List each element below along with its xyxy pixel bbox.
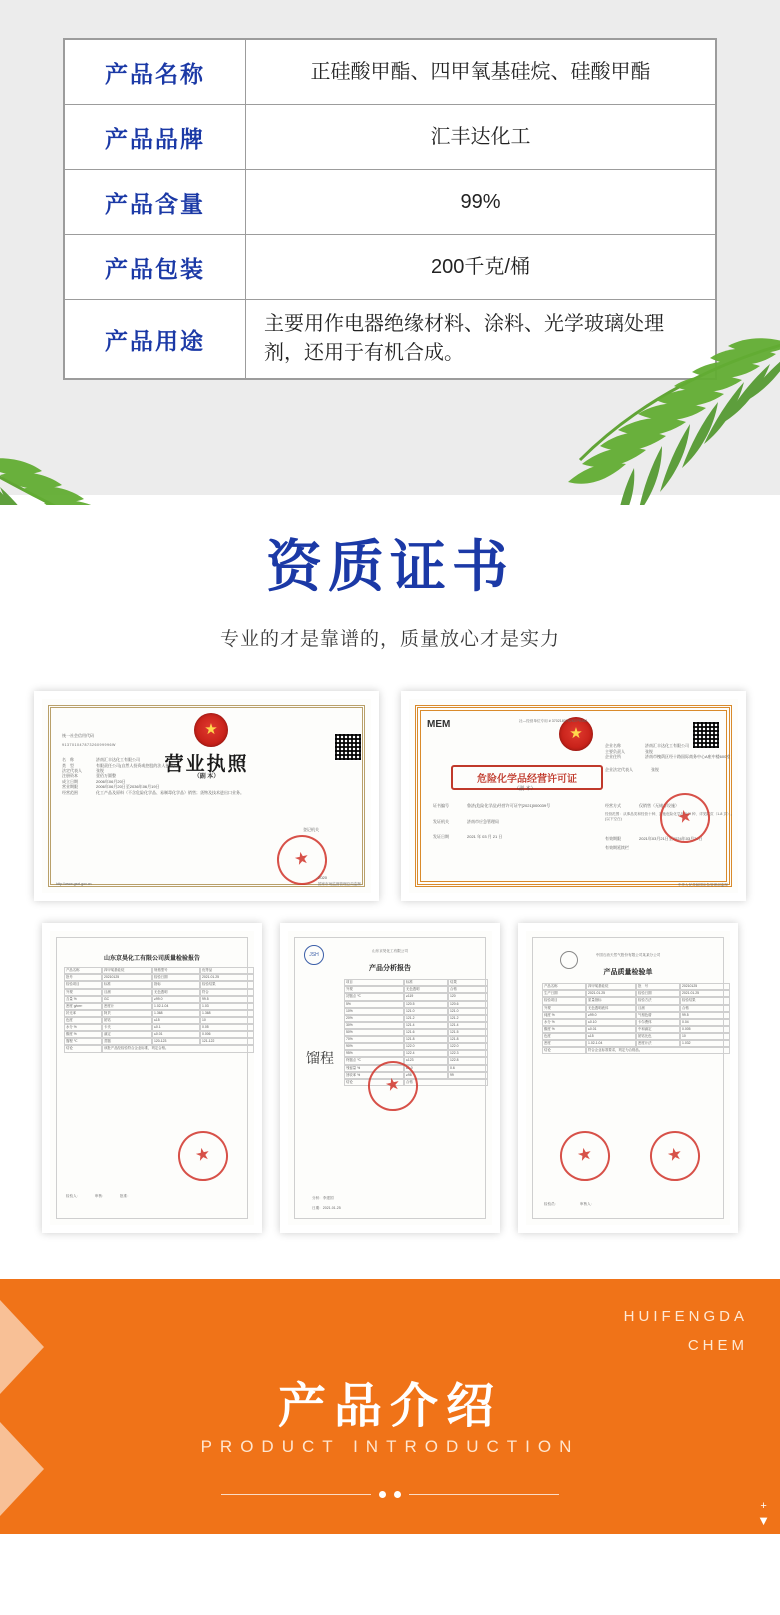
issue-year: 2020 <box>318 875 327 881</box>
banner-title-cn: 产品介绍 <box>277 1380 502 1434</box>
issuer-label: 登记机关 <box>303 827 319 833</box>
field-key: 企业名称 <box>605 743 621 749</box>
footer-note: 中华人民共和国应急管理部监制 <box>677 883 728 888</box>
field-key: 营业期限 <box>62 784 78 790</box>
spec-label: 产品包装 <box>65 235 246 300</box>
field-value: 有限责任公司(自然人投资或控股的法人独资) <box>96 762 175 768</box>
product-spec-section <box>0 0 780 505</box>
field-key: 主要负责人 <box>605 748 625 754</box>
table-row <box>65 105 716 170</box>
side-label: 馏程 <box>306 1052 334 1068</box>
table-row <box>65 40 716 105</box>
product-introduction-banner <box>0 1279 780 1534</box>
field-key: 有效期限 <box>605 835 621 841</box>
field-key: 企业住所 <box>605 753 621 759</box>
table-header-cell: 产品名称 <box>64 967 102 974</box>
field-key: 名 称 <box>62 757 74 763</box>
field-value: 济南汇丰达化工有限公司 <box>645 743 689 749</box>
spec-label: 产品含量 <box>65 170 246 235</box>
field-value: 仅销售（无储存设施） <box>639 803 679 809</box>
field-key: 证书编号 <box>433 803 449 809</box>
page-corner-controls[interactable] <box>757 1500 770 1528</box>
field-value: 化工产品及原料（不含危险化学品、易制毒化学品）销售；货物及技术进出口业务。 <box>96 789 244 795</box>
spec-value: 正硅酸甲酯、四甲氧基硅烷、硅酸甲酯 <box>246 40 716 105</box>
lab-logo-icon: JSH <box>304 945 324 965</box>
footer-note-left: http://www.gsxt.gov.cn <box>56 882 92 887</box>
brand-line-2: CHEM <box>687 1336 748 1354</box>
brand-line-1: HUIFENGDA <box>623 1308 748 1326</box>
banner-title-en: PRODUCT INTRODUCTION <box>200 1437 580 1457</box>
field-key: 发证日期 <box>433 833 449 839</box>
certificate-heading: 危险化学品经营许可证 <box>451 765 603 790</box>
certificate-business-license[interactable]: ★ 营业执照 （副 本） 统一社会信用代码 91370104787326099996W 名 称 济南汇丰达化工有限公司 类 型 有限责任公司(自然人投资或控股的法人独资) 法定代表人 张锐 注册资本 壹佰万圆整 成立日期 2006年06月20日 营业期限 2006年06月20日至2036年06月19日 经营范围 化工产品及原料（不含危险化学品、易制毒化学品）销售；货物及技术进出口业务。 登记机关 ★ 2020 http://www.gsxt.gov.cn 国家市场监督管理总局监制 <box>34 691 379 901</box>
certificate-heading: 产品分析报告 <box>369 964 411 973</box>
brand-name <box>624 1303 748 1360</box>
divider-bar-left <box>221 1494 371 1495</box>
field-value: 张锐 <box>645 748 653 754</box>
certificate-heading: 产品质量检验单 <box>603 968 653 977</box>
certificate-subheading: （副 本） <box>514 786 536 793</box>
certificate-heading: 山东京昊化工有限公司质量检验报告 <box>103 956 200 963</box>
divider-rule <box>0 1491 780 1498</box>
spec-label: 产品名称 <box>65 40 246 105</box>
product-spec-table <box>63 38 717 380</box>
field-key: 经营范围 <box>62 789 78 795</box>
certificate-code-label: 统一社会信用代码 <box>62 733 94 739</box>
field-key: 类 型 <box>62 762 74 768</box>
certificate-row-bottom <box>0 923 780 1233</box>
field-key: 发证机关 <box>433 818 449 824</box>
field-value: 2006年06月20日至2036年06月19日 <box>96 784 160 790</box>
table-header-cell: 四甲氧基硅烷 <box>102 967 152 974</box>
field-value: 2006年06月20日 <box>96 778 126 784</box>
ministry-mark: MEM <box>427 719 451 731</box>
triangle-down-icon[interactable]: ▼ <box>757 1512 770 1528</box>
field-key: 成立日期 <box>62 778 78 784</box>
section-subtitle: 专业的才是靠谱的，质量放心才是实力 <box>219 629 560 651</box>
certificate-distillation-report[interactable]: JSH 山东京昊化工有限公司 产品分析报告 项目 标准 结果 外观 无色透明 合格 初馏点 ℃ ≥119 120 5% 120.5 120.6 10% 121.0 121.0 20% 121.2 121.2 30% 121.4 121.4 50% 121.6 121.5 70% 121.8 121.8 90% 122.0 122.0 95% 122.4 122.3 终馏点 ℃ ≤123 122.8 残留量 % ≤1.0 0.6 回收率 % ≥98 99 结论 合格 馏程 ★ 分析：李建国 日期：2021.01.25 <box>280 923 500 1233</box>
field-value: 济南汇丰达化工有限公司 <box>96 757 140 763</box>
spec-value: 汇丰达化工 <box>246 105 716 170</box>
national-emblem-icon <box>194 713 228 747</box>
divider-dot <box>394 1491 401 1498</box>
footer-note-right: 国家市场监督管理总局监制 <box>317 882 361 887</box>
field-value: 壹佰万圆整 <box>96 773 116 779</box>
spec-value: 主要用作电器绝缘材料、涂料、光学玻璃处理剂，还用于有机合成。 <box>246 300 716 379</box>
field-key: 注册资本 <box>62 773 78 779</box>
section-title: 资质证书 <box>266 537 514 599</box>
issuing-company: 中国石油天然气股份有限公司某某分公司 <box>595 953 661 958</box>
certificate-row-top <box>0 691 780 901</box>
field-value: 济南市槐荫区经十路国际商务中心A座中楼600室 <box>645 753 731 759</box>
plus-icon[interactable]: + <box>760 1499 767 1512</box>
field-value: 2021年03月21日至2024年03月20日 <box>639 835 703 841</box>
field-key: 经营方式 <box>605 803 621 809</box>
certificate-quality-inspection[interactable]: 中国石油天然气股份有限公司某某分公司 产品质量检验单 产品名称 四甲氧基硅烷 批 号 20210125 生产日期 2021.01.25 检验日期 2021.01.25 检验项目 质量指标 检验方法 检验结果 外观 无色透明液体 目测 合格 纯度 % ≥99.0 气相色谱 99.5 水分 % ≤0.10 卡尔费休 0.04 酸度 % ≤0.01 中和滴定 0.005 色度 ≤15 铂钴比色 10 密度 1.02-1.04 密度计法 1.032 结论 符合企业标准要求，判定为合格品。 ★ ★ 检验员： 审核人： <box>518 923 738 1233</box>
certificate-subheading: （副 本） <box>193 774 220 781</box>
table-row <box>65 170 716 235</box>
spec-value: 200千克/桶 <box>246 235 716 300</box>
table-row <box>65 235 716 300</box>
field-key: 企业法定代表人 <box>605 767 633 773</box>
field-value: 张锐 <box>651 767 659 773</box>
divider-dot <box>379 1491 386 1498</box>
field-key: 法定代表人 <box>62 767 82 773</box>
table-header-cell: 优等品 <box>200 967 254 974</box>
certificates-section <box>0 505 780 1243</box>
field-value: 济南市应急管理局 <box>467 818 499 824</box>
spec-label: 产品用途 <box>65 300 246 379</box>
spec-value: 99% <box>246 170 716 235</box>
table-row <box>65 300 716 379</box>
spec-label: 产品品牌 <box>65 105 246 170</box>
certificate-hazardous-chemicals[interactable]: MEM ★ 社—经营单位专用 # 3702180792KEPRAM 危险化学品经营许可证 （副 本） 企业名称 济南汇丰达化工有限公司 主要负责人 张锐 企业住所 济南市槐荫区经十路国际商务中心A座中楼600室 企业法定代表人 张锐 证书编号 鲁济(危险化学品)经营许可证字[2021]000039号 发证机关 济南市应急管理局 发证日期 2021 年 03 月 21 日 经营方式 仅销售（无储存设施） 经营范围：从事品类和经营十种、其他危险化学品 549 种、详见附页（1-8 页）。(以下空白) 有效期限 2021年03月21日至2024年03月20日 有效期延续栏 ★ 中华人民共和国应急管理部监制 <box>401 691 746 901</box>
qr-code-icon <box>334 733 362 761</box>
field-value: 张锐 <box>96 767 104 773</box>
divider-bar-right <box>409 1494 559 1495</box>
table-header-cell: 规格型号 <box>152 967 200 974</box>
field-value: 鲁济(危险化学品)经营许可证字[2021]000039号 <box>467 803 551 809</box>
certificate-heading: 营业执照 <box>164 754 249 776</box>
certificate-inspection-report[interactable]: 山东京昊化工有限公司质量检验报告 产品名称 四甲氧基硅烷 规格型号 优等品 批号 20210125 检验日期 2021.01.25 检验项目 标准 指标 检验结果 外观 目测 无色透明 符合 含量 % GC ≥99.0 99.5 密度 g/cm³ 密度计 1.02-1.04 1.03 折光率 阿贝 1.368 1.368 色度 铂钴 ≤15 10 水分 % 卡氏 ≤0.1 0.05 酸度 % 滴定 ≤0.01 0.006 馏程 ℃ 蒸馏 120-123 121-122 结论 该批产品经检验符合企业标准，判定合格。 ★ 检验人： 审核： 批准： <box>42 923 262 1233</box>
field-value: 2021 年 03 月 21 日 <box>467 833 503 839</box>
